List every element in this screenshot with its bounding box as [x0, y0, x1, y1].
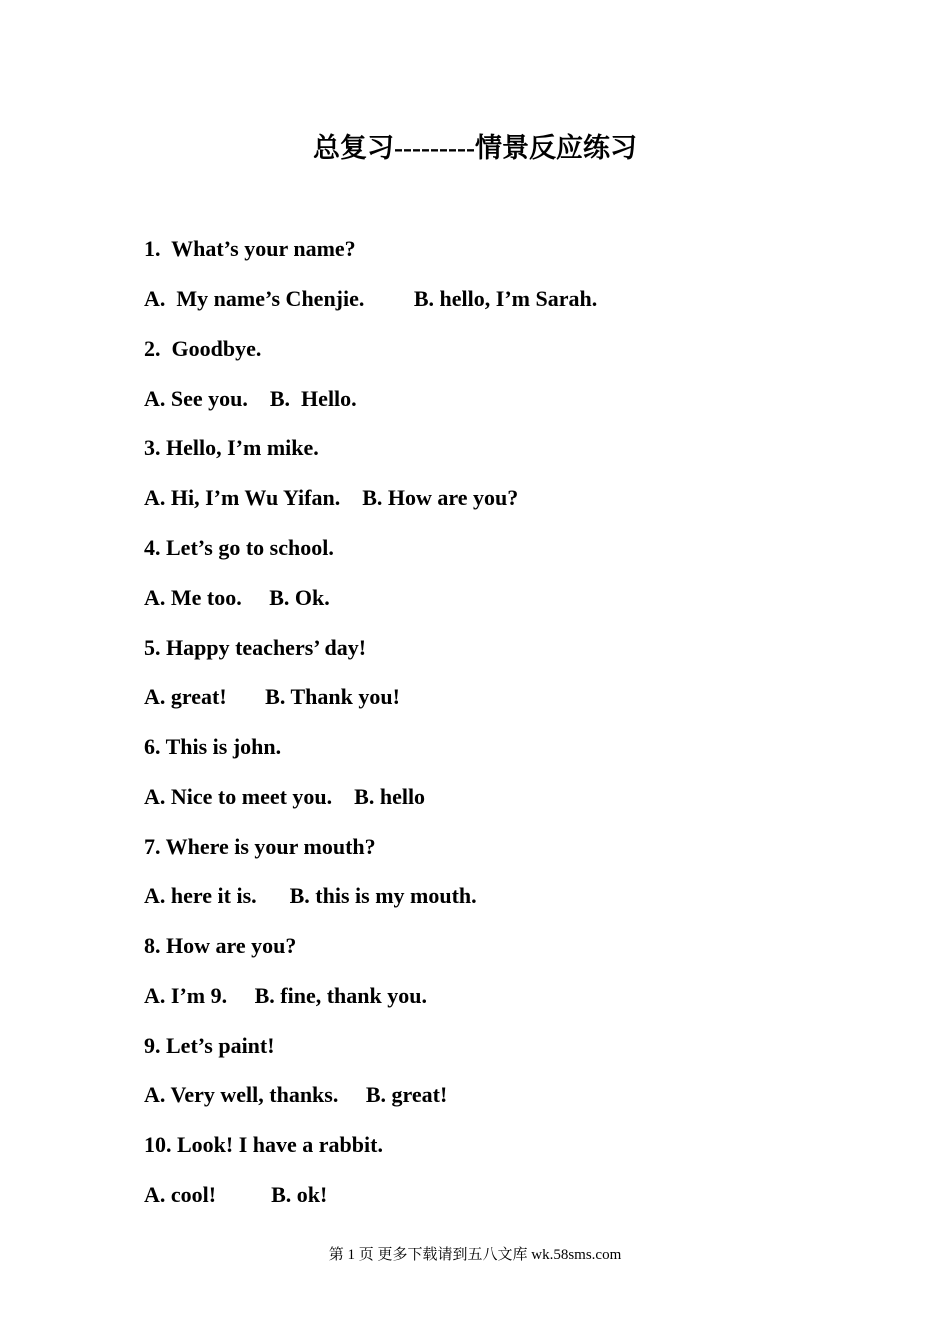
options-1: A. My name’s Chenjie. B. hello, I’m Sarah.	[144, 286, 598, 311]
question-2: 2. Goodbye.	[144, 336, 262, 361]
question-3: 3. Hello, I’m mike.	[144, 435, 319, 460]
question-10: 10. Look! I have a rabbit.	[144, 1132, 383, 1157]
question-7: 7. Where is your mouth?	[144, 834, 376, 859]
options-8: A. I’m 9. B. fine, thank you.	[144, 983, 427, 1008]
question-1: 1. What’s your name?	[144, 236, 356, 261]
options-9: A. Very well, thanks. B. great!	[144, 1082, 448, 1107]
question-5: 5. Happy teachers’ day!	[144, 635, 367, 660]
options-5: A. great! B. Thank you!	[144, 684, 400, 709]
page-footer: 第 1 页 更多下载请到五八文库 wk.58sms.com	[328, 1247, 622, 1263]
page-title: 总复习---------情景反应练习	[313, 133, 637, 163]
options-7: A. here it is. B. this is my mouth.	[144, 883, 477, 908]
options-10: A. cool! B. ok!	[144, 1182, 328, 1207]
question-8: 8. How are you?	[144, 933, 297, 958]
options-6: A. Nice to meet you. B. hello	[144, 784, 426, 809]
options-2: A. See you. B. Hello.	[144, 386, 357, 411]
question-6: 6. This is john.	[144, 734, 282, 759]
question-9: 9. Let’s paint!	[144, 1033, 275, 1058]
options-3: A. Hi, I’m Wu Yifan. B. How are you?	[144, 485, 519, 510]
question-4: 4. Let’s go to school.	[144, 535, 334, 560]
options-4: A. Me too. B. Ok.	[144, 585, 330, 610]
